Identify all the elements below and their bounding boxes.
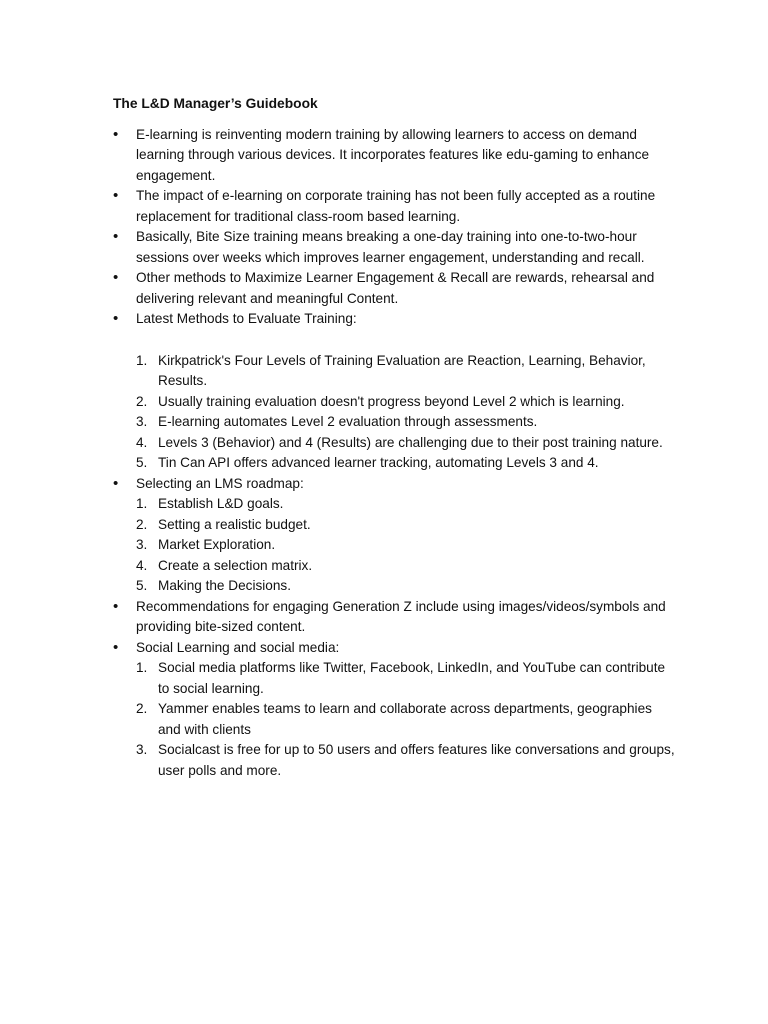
item-text: Create a selection matrix.: [158, 557, 313, 573]
numbered-item: [113, 658, 678, 699]
numbered-item: [113, 576, 678, 597]
evaluation-heading: Latest Methods to Evaluate Training:: [136, 311, 357, 326]
item-number: 3.: [136, 742, 148, 757]
item-text: Tin Can API offers advanced learner tracking, automating Levels 3 and 4.: [158, 455, 599, 470]
item-number: 1.: [136, 352, 148, 368]
evaluation-list: [113, 351, 678, 474]
item-number: 2.: [136, 393, 148, 409]
item-number: 4.: [136, 557, 148, 573]
numbered-item: [113, 392, 678, 413]
social-list: [113, 658, 678, 781]
bullet-list-lms: [113, 474, 678, 495]
bullet-list-social: [113, 638, 678, 659]
numbered-item: [113, 494, 678, 515]
item-text: Establish L&D goals.: [158, 496, 284, 511]
item-number: 2.: [136, 516, 148, 532]
item-number: 1.: [136, 496, 148, 511]
lms-list: [113, 494, 678, 597]
item-number: 2.: [136, 701, 148, 716]
item-text: Setting a realistic budget.: [158, 516, 311, 532]
item-text: Usually training evaluation doesn't progress beyond Level 2 which is learning.: [158, 393, 625, 409]
item-number: 1.: [136, 660, 148, 675]
bullet-item: • Basically, Bite Size training means breaking a one-day training into one-to-two-hour sessions over weeks which improves learner engagement, understanding and recall.: [113, 227, 678, 268]
item-text: Yammer enables teams to learn and collaborate across departments, geographies and with clients: [158, 701, 652, 737]
numbered-item: [113, 699, 678, 740]
bullet-list-engagement: [113, 227, 678, 309]
item-text: Kirkpatrick's Four Levels of Training Evaluation are Reaction, Learning, Behavior, Results.: [158, 352, 646, 388]
numbered-item: [113, 515, 678, 536]
numbered-item: [113, 535, 678, 556]
item-text: Making the Decisions.: [158, 578, 291, 593]
bullet-item: • The impact of e-learning on corporate training has not been fully accepted as a routine replacement for traditional class-room based learning.: [113, 186, 678, 227]
item-text: Social media platforms like Twitter, Facebook, LinkedIn, and YouTube can contribute to social learning.: [158, 660, 666, 696]
social-heading: Social Learning and social media:: [136, 639, 340, 655]
item-text: Socialcast is free for up to 50 users and offers features like conversations and groups, user polls and more.: [158, 742, 675, 778]
lms-heading: Selecting an LMS roadmap:: [136, 475, 304, 491]
numbered-item: [113, 556, 678, 577]
numbered-item: [113, 351, 678, 392]
bullet-item-lms: [113, 474, 678, 495]
numbered-item: [113, 740, 678, 781]
numbered-item: [113, 453, 678, 474]
bullet-list-genz: [113, 597, 678, 638]
item-number: 3.: [136, 537, 148, 552]
bullet-item-evaluation: [113, 309, 678, 330]
bullet-list-evaluation: [113, 309, 678, 330]
numbered-item: [113, 412, 678, 433]
bullet-item: • E-learning is reinventing modern training by allowing learners to access on demand learning through various devices. It incorporates features like edu-gaming to enhance engagement.: [113, 125, 678, 187]
item-number: 5.: [136, 455, 148, 470]
numbered-item: [113, 433, 678, 454]
item-text: Levels 3 (Behavior) and 4 (Results) are challenging due to their post training nature.: [158, 434, 663, 450]
document-title: The L&D Manager’s Guidebook: [113, 96, 318, 111]
item-text: Market Exploration.: [158, 537, 276, 552]
item-number: 4.: [136, 434, 148, 450]
bullet-list-intro: [113, 125, 678, 228]
item-number: 3.: [136, 414, 148, 429]
bullet-item: • Recommendations for engaging Generation Z include using images/videos/symbols and providing bite-sized content.: [113, 597, 678, 638]
bullet-item-social: [113, 638, 678, 659]
item-text: E-learning automates Level 2 evaluation through assessments.: [158, 414, 538, 429]
item-number: 5.: [136, 578, 148, 593]
bullet-item: • Other methods to Maximize Learner Engagement & Recall are rewards, rehearsal and delivering relevant and meaningful Content.: [113, 268, 678, 309]
